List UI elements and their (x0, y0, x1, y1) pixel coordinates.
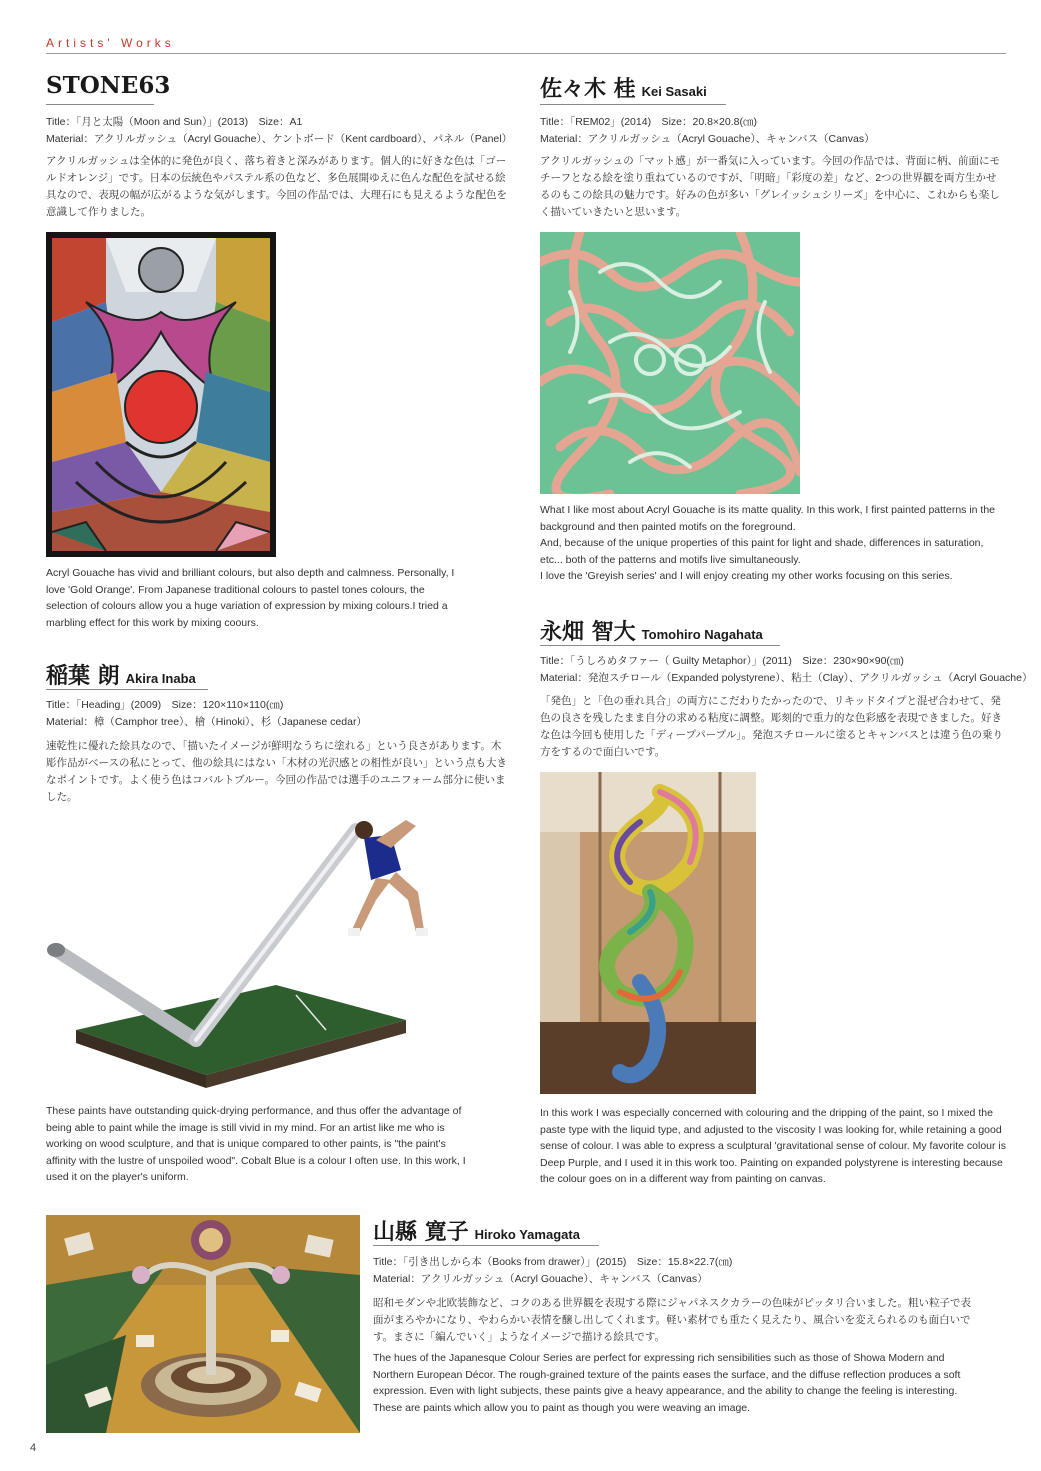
artist-name-yamagata (373, 1215, 580, 1246)
artwork-title-line: Title：「REM02」(2014) Size：20.8×20.8(㎝) (540, 116, 757, 128)
artist-text-en (540, 502, 1006, 585)
artist-text-en: The hues of the Japanesque Colour Series are perfect for expressing rich sensibilities such as those of Showa Modern and Northern European Décor. The rough-grained texture of the paints eases the surface, and the diffuse reflection produces a soft expression. Even with light subjects, these paints give a heavy appearance, and the ability to change the feeling is interesting. These are paints which allow you to paint as though you were weaving an image. (373, 1352, 961, 1414)
artist-name-en: Akira Inaba (125, 671, 196, 686)
artwork-title-line: Title：「月と太陽（Moon and Sun）」(2013) Size：A1 (46, 116, 303, 128)
header-divider (46, 53, 1006, 54)
artist-name-nagahata (540, 615, 763, 646)
name-underline (540, 104, 726, 105)
name-underline (46, 689, 208, 690)
artist-name-stone63: STONE63 (46, 72, 171, 99)
name-underline (46, 104, 154, 105)
artwork-title-line: Title：「うしろめタファー（ Guilty Metaphor）」(2011) Size：230×90×90(㎝) (540, 655, 904, 667)
artist-text-en-paragraph: What I like most about Acryl Gouache is its matte quality. In this work, I first painted patterns in the background and then painted motifs on the foreground. (540, 504, 996, 533)
name-underline (373, 1245, 599, 1246)
artwork-title-line: Title：「引き出しから本（Books from drawer）」(2015) Size：15.8×22.7(㎝) (373, 1256, 733, 1268)
artist-name-jp: 稲葉 朗 (46, 663, 120, 689)
artist-name-jp: 永畑 智大 (540, 619, 636, 645)
artist-text-en: These paints have outstanding quick-drying performance, and thus offer the advantage of being able to paint while the image is still vivid in my mind. For an artist like me who is working on wood sculpture, and that is unique compared to other paints, is "the paint's affinity with the lustre of unspoiled wood". Cobalt Blue is a colour I often use. In this work, I used it on the player's uniform. (46, 1105, 466, 1183)
artist-text-jp: 昭和モダンや北欧装飾など、コクのある世界観を表現する際にジャパネスクカラーの色味がピッタリ合いました。粗い粒子で表面がまろやかになり、やわらかい表情を醸し出してくれます。軽い素材でも重たく見えたり、風合いを変えられるのも面白いです。まさに「編んでいく」ようなイメージで描ける絵具です。 (373, 1297, 971, 1343)
artist-text-jp: 速乾性に優れた絵具なので、「描いたイメージが鮮明なうちに塗れる」という良さがあります。木彫作品がベースの私にとって、他の絵具にはない「木材の光沢感との相性が良い」という点も大きなポイントです。よく使う色はコバルトブルー。今回の作品では選手のユニフォーム部分に使いました。 (46, 740, 508, 803)
artist-name-sasaki (540, 72, 707, 103)
artist-text-jp: 「発色」と「色の垂れ具合」の両方にこだわりたかったので、リキッドタイプと混ぜ合わせて、発色の良さを残したまま自分の求める粘度に調整。彫刻的で重力的な色彩感を表現できました。好きな色は今回も使用した「ディープパープル」。発泡スチロールに塗るとキャンバスとは違う色の乗り方をするので面白いです。 (540, 695, 1003, 758)
artwork-title-line: Title：「Heading」(2009) Size：120×110×110(㎝) (46, 699, 284, 711)
name-underline (540, 645, 780, 646)
artist-name-inaba (46, 659, 196, 690)
artwork-material-line: Material：アクリルガッシュ（Acryl Gouache）、ケントボード（Kent cardboard）、パネル（Panel） (46, 133, 513, 145)
artwork-guilty-metaphor (540, 772, 756, 1094)
artist-name-en: Kei Sasaki (641, 84, 707, 99)
artist-text-jp: アクリルガッシュの「マット感」が一番気に入っています。今回の作品では、背面に柄、前面にモチーフとなる絵を塗り重ねているのですが、「明暗」「彩度の差」など、2つの世界観を両方生かせるのもこの絵具の魅力です。好みの色が多い「グレイッシュシリーズ」を中心に、これからも楽しく描いていきたいと思います。 (540, 155, 1001, 218)
artist-text-en-paragraph: I love the 'Greyish series' and I will enjoy creating my other works focusing on this series. (540, 570, 953, 582)
artist-text-jp: アクリルガッシュは全体的に発色が良く、落ち着きと深みがあります。個人的に好きな色は「ゴールドオレンジ」です。日本の伝統色やパステル系の色など、多色展開ゆえに色んな配色を試せる絵具なので、表現の幅が広がるような気がします。今回の作品では、大理石にも見えるような配色を意識して作りました。 (46, 155, 507, 218)
artist-text-en: Acryl Gouache has vivid and brilliant colours, but also depth and calmness. Personally, I love 'Gold Orange'. From Japanese traditional colours to pastel tones colours, the selection of colours allow you a huge variation of expression by mixing colours.I tried a marbling effect for this work by mixing coours. (46, 567, 455, 629)
artist-name-en: Tomohiro Nagahata (641, 627, 763, 642)
artwork-rem02 (540, 232, 800, 494)
artwork-material-line: Material：アクリルガッシュ（Acryl Gouache）、キャンバス（Canvas） (540, 133, 875, 145)
artwork-moon-and-sun (46, 232, 276, 557)
artwork-material-line: Material：発泡スチロール（Expanded polystyrene）、粘土（Clay）、アクリルガッシュ（Acryl Gouache） (540, 672, 1033, 684)
artwork-material-line: Material：アクリルガッシュ（Acryl Gouache）、キャンバス（Canvas） (373, 1273, 708, 1285)
section-header: Artists' Works (46, 36, 175, 50)
artist-name-jp: 佐々木 桂 (540, 76, 636, 102)
artwork-heading (46, 800, 466, 1090)
artist-name-jp: 山縣 寛子 (373, 1219, 469, 1245)
artwork-material-line: Material：樟（Camphor tree）、檜（Hinoki）、杉（Japanese cedar） (46, 716, 367, 728)
page-number: 4 (30, 1442, 37, 1454)
artist-text-en: In this work I was especially concerned with colouring and the dripping of the paint, so I mixed the paste type with the liquid type, and adjusted to the viscosity I was looking for, while retaining a good sense of colour. I was able to express a sculptural 'gravitational sense of colour. My favorite colour is Deep Purple, and I used it in this work too. Painting on expanded polystyrene is interesting because the colour goes on in a different way from painting on canvas. (540, 1107, 1006, 1185)
artwork-books-from-drawer (46, 1215, 360, 1433)
artist-name-en: Hiroko Yamagata (474, 1227, 580, 1242)
artist-text-en-paragraph: And, because of the unique properties of this paint for light and shade, differences in saturation, etc... both of the patterns and motifs live simultaneously. (540, 537, 984, 566)
